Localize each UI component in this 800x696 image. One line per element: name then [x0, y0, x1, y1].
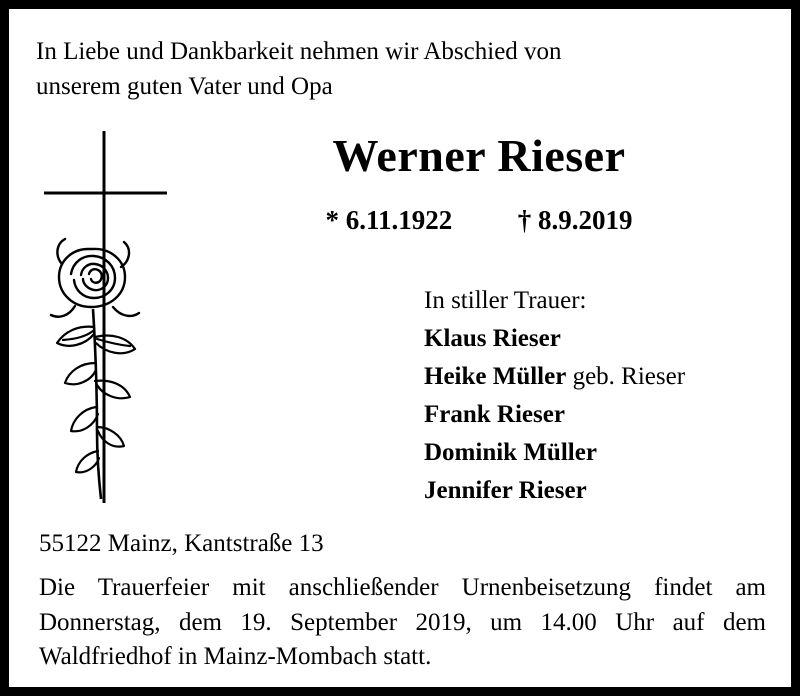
death-date: † 8.9.2019 [517, 205, 633, 235]
mourner-name: Heike Müller [424, 363, 567, 390]
cross-with-rose-icon [31, 131, 191, 511]
ceremony-text: Die Trauerfeier mit anschließender Urnenbeisetzung findet am Donnerstag, dem 19. September 2019, um 14.00 Uhr auf dem Waldfriedhof in Mainz-Mombach statt. [39, 574, 766, 670]
mourners-heading: In stiller Trauer: [424, 287, 587, 314]
mourner-name: Jennifer Rieser [424, 477, 587, 504]
birth-date: * 6.11.1922 [325, 205, 453, 235]
mourner-suffix: geb. Rieser [566, 363, 686, 390]
life-dates [189, 205, 769, 236]
intro-line-1: In Liebe und Dankbarkeit nehmen wir Abschied von [36, 38, 562, 65]
address-line: 55122 Mainz, Kantstraße 13 [39, 530, 324, 557]
mourner-name: Klaus Rieser [424, 325, 561, 352]
intro-line-2: unserem guten Vater und Opa [36, 72, 333, 100]
mourner-name: Frank Rieser [424, 401, 565, 428]
mourner-4 [424, 439, 769, 467]
mourner-3 [424, 401, 769, 429]
intro-text [36, 35, 764, 104]
deceased-name: Werner Rieser [332, 130, 626, 181]
mourners-block [424, 287, 769, 515]
mourner-2 [424, 363, 769, 391]
mourner-5 [424, 477, 769, 505]
mourner-name: Dominik Müller [424, 439, 597, 466]
mourner-1 [424, 325, 769, 353]
notice-inner [9, 9, 791, 687]
